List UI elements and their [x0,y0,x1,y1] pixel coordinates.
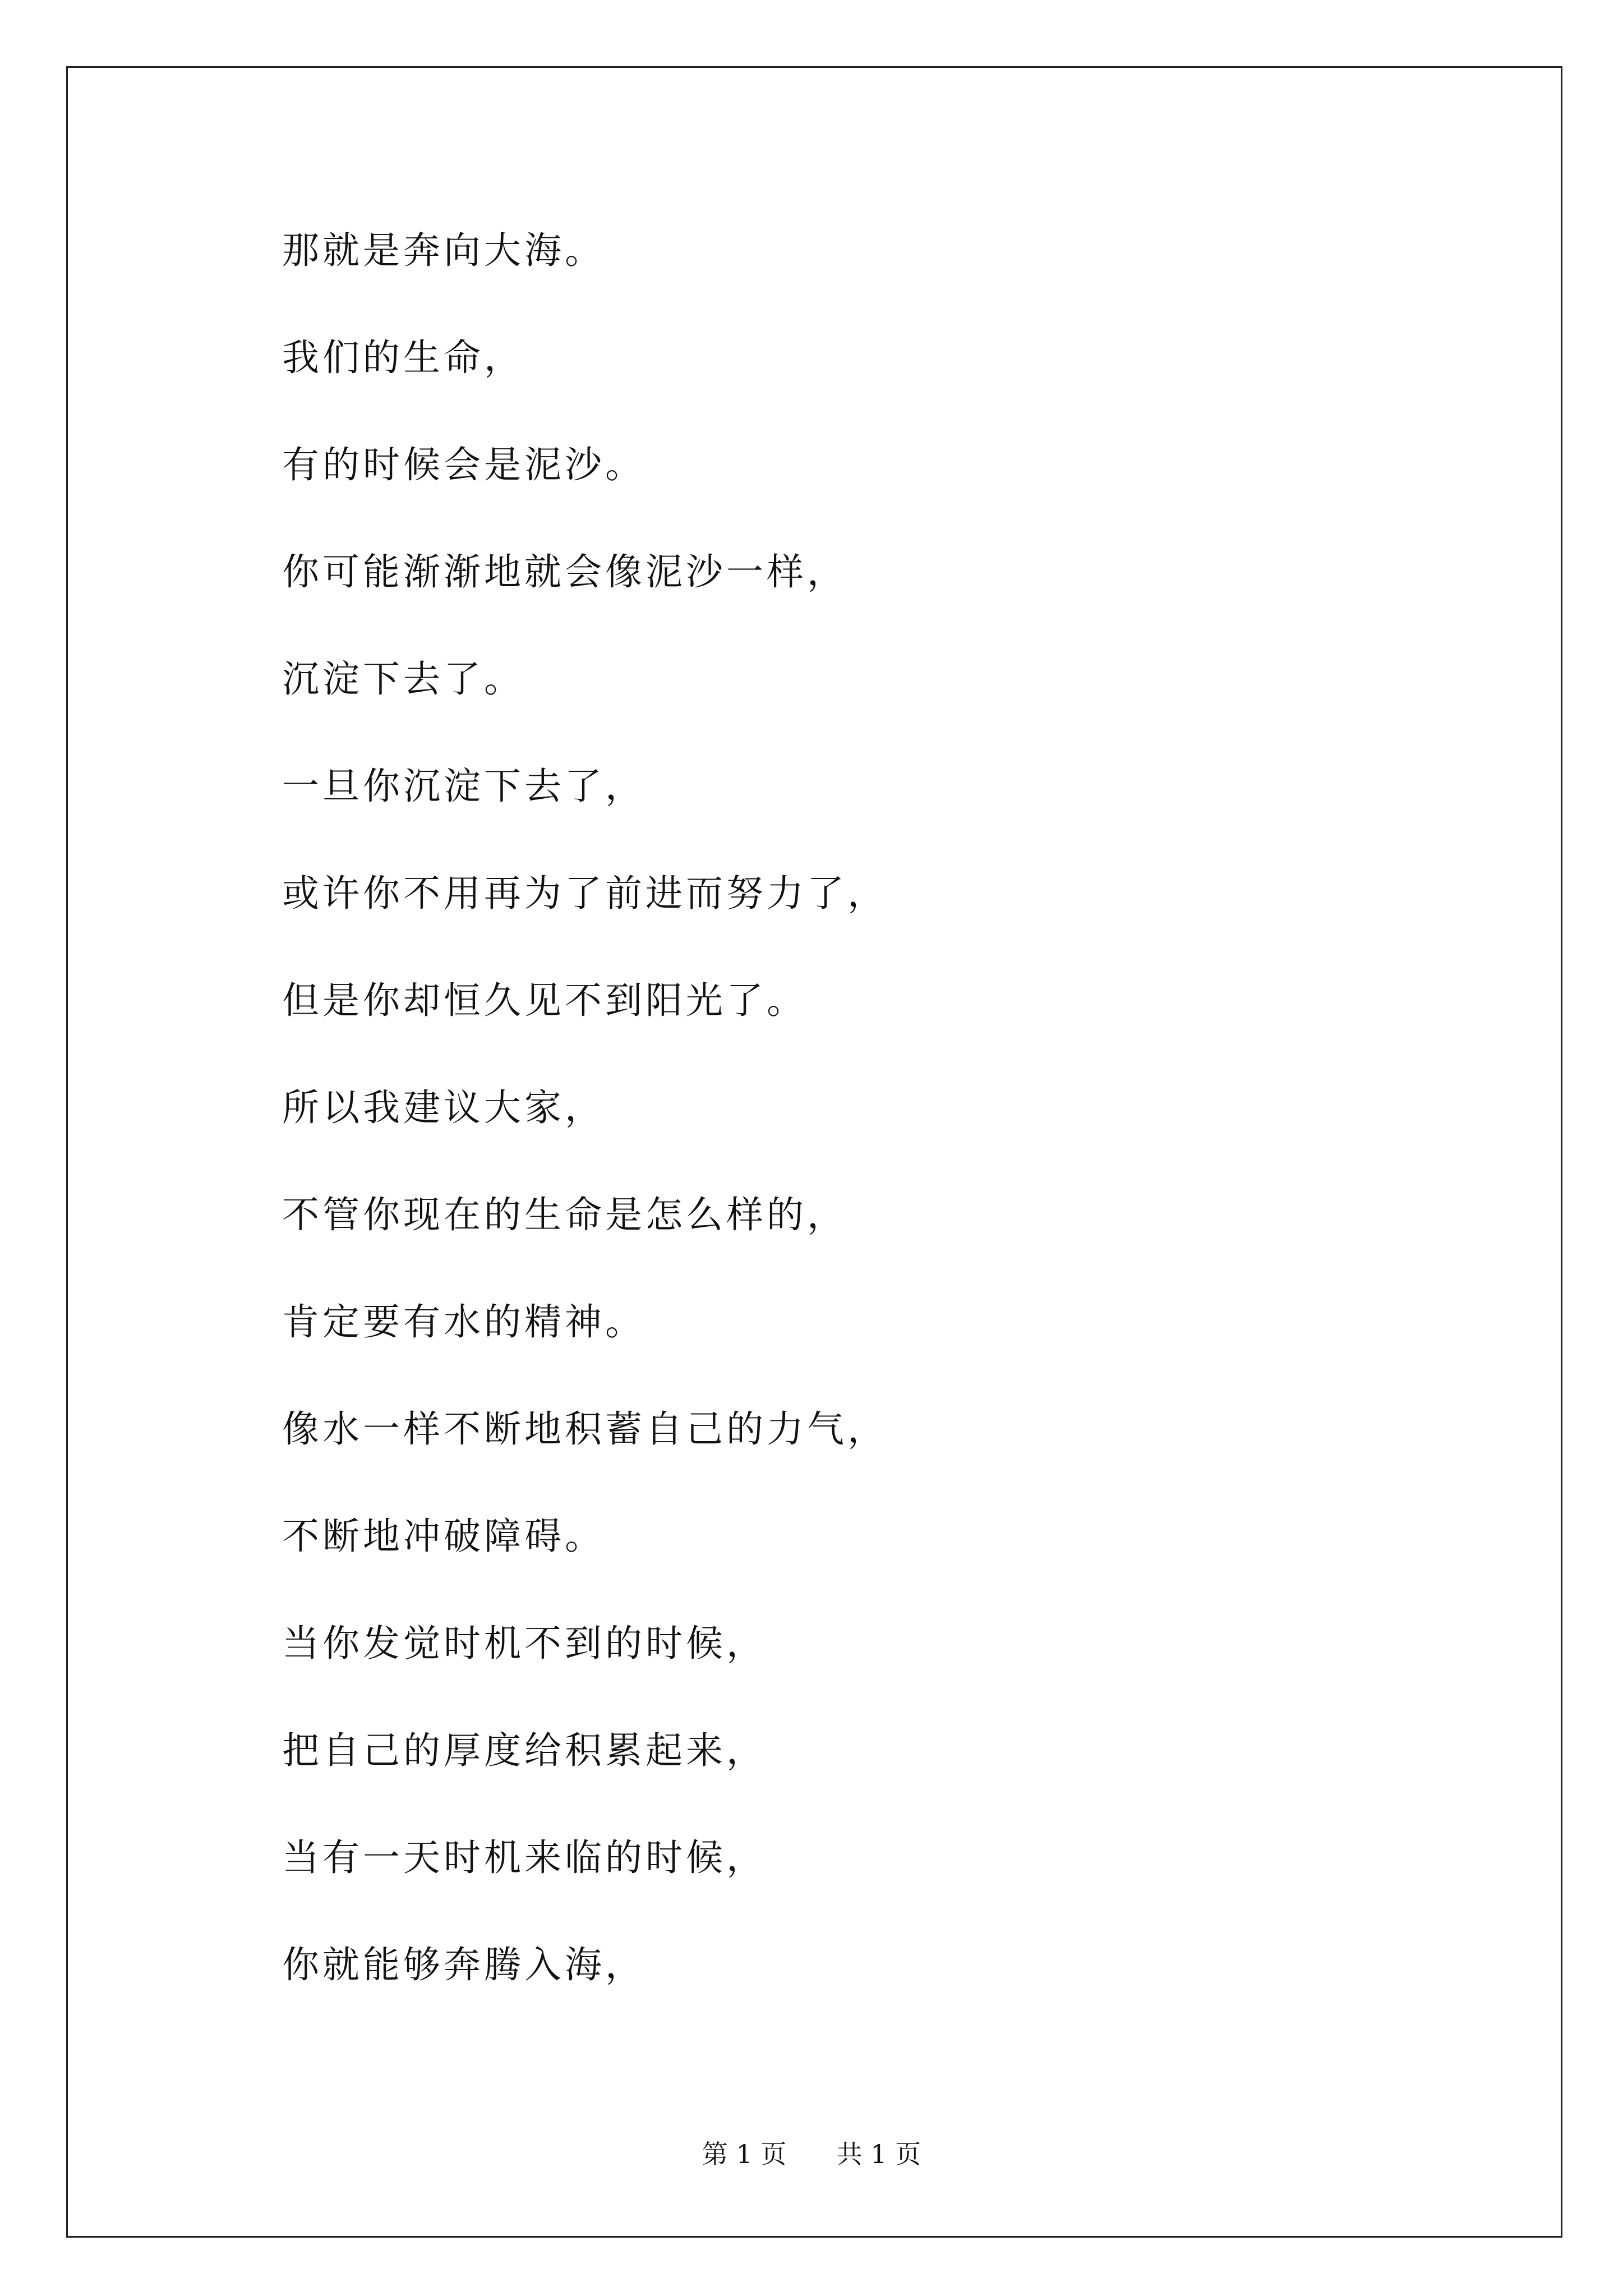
text-line: 当有一天时机来临的时候， [282,1836,767,1879]
text-line: 像水一样不断地积蓄自己的力气， [282,1407,888,1451]
page-footer [0,2138,1623,2170]
text-line: 或许你不用再为了前进而努力了， [282,872,888,915]
page-total: 共 1 页 [836,2139,921,2169]
text-line: 当你发觉时机不到的时候， [282,1622,767,1665]
text-line: 有的时候会是泥沙。 [282,443,645,486]
text-line: 不断地冲破障碍。 [282,1515,605,1558]
text-line: 把自己的厚度给积累起来， [282,1729,767,1772]
text-line: 我们的生命， [282,336,524,379]
text-line: 但是你却恒久见不到阳光了。 [282,979,807,1022]
text-line: 不管你现在的生命是怎么样的， [282,1193,847,1236]
page-number: 第 1 页 [702,2139,787,2169]
text-line: 一旦你沉淀下去了， [282,765,645,808]
text-line: 所以我建议大家， [282,1086,605,1129]
text-line: 那就是奔向大海。 [282,229,605,272]
text-line: 沉淀下去了。 [282,657,524,701]
text-line: 你可能渐渐地就会像泥沙一样， [282,550,847,593]
text-line: 肯定要有水的精神。 [282,1300,645,1343]
text-line: 你就能够奔腾入海， [282,1943,645,1986]
document-body [282,197,1488,2018]
